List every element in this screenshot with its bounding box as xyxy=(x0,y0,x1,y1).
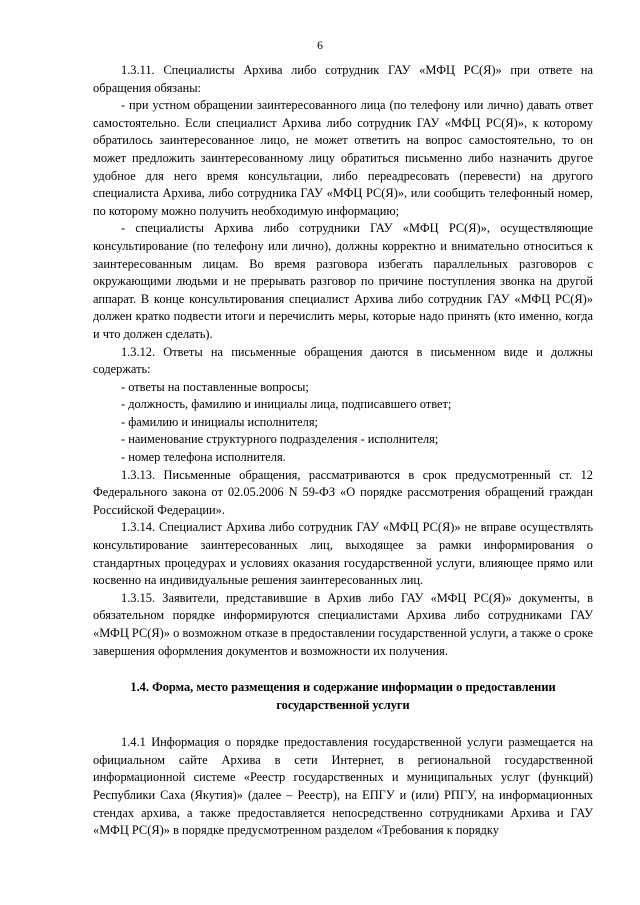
document-body xyxy=(93,62,593,840)
paragraph-1-3-12: 1.3.12. Ответы на письменные обращения даются в письменном виде и должны содержать: xyxy=(93,344,593,377)
section-heading: 1.4. Форма, место размещения и содержание информации о предоставлении государственной услуги xyxy=(130,680,556,713)
list-item: - наименование структурного подразделения - исполнителя; xyxy=(121,432,439,447)
list-item: - должность, фамилию и инициалы лица, подписавшего ответ; xyxy=(121,397,452,412)
paragraph-oral-request: - при устном обращении заинтересованного лица (по телефону или лично) давать ответ самостоятельно. Если специалист Архива либо сотрудник ГАУ «МФЦ РС(Я)», к которому обратилось заинтересованное лицо, не может ответить на вопрос самостоятельно, то он может предложить заинтересованному лицу обратиться письменно либо назначить другое удобное для него время консультации, либо переадресовать (перевести) на другого специалиста Архива, либо сотрудника ГАУ «МФЦ РС(Я)», или сообщить телефонный номер, по которому можно получить необходимую информацию; xyxy=(93,98,593,218)
paragraph-1-3-14: 1.3.14. Специалист Архива либо сотрудник ГАУ «МФЦ РС(Я)» не вправе осуществлять консультирование заинтересованных лиц, выходящее за рамки информирования о стандартных процедурах и условиях оказания государственной услуги, влияющее прямо или косвенно на индивидуальные решения заинтересованных лиц. xyxy=(93,520,593,588)
list-item: - фамилию и инициалы исполнителя; xyxy=(121,414,318,429)
paragraph-consulting: - специалисты Архива либо сотрудники ГАУ «МФЦ РС(Я)», осуществляющие консультирование (по телефону или лично), должны корректно и внимательно относиться к заинтересованным лицам. Во время разговора избегать параллельных разговоров с окружающими людьми и не прерывать разговор по причине поступления звонка на другой аппарат. В конце консультирования специалист Архива либо сотрудник ГАУ «МФЦ РС(Я)» должен кратко подвести итоги и перечислить меры, которые надо принять (кто именно, когда и что должен сделать). xyxy=(93,221,593,341)
paragraph-1-3-11: 1.3.11. Специалисты Архива либо сотрудник ГАУ «МФЦ РС(Я)» при ответе на обращения обязаны: xyxy=(93,63,593,95)
paragraph-1-3-13: 1.3.13. Письменные обращения, рассматриваются в срок предусмотренный ст. 12 Федерального закона от 02.05.2006 N 59-ФЗ «О порядке рассмотрения обращений граждан Российской Федерации». xyxy=(93,467,593,517)
paragraph-1-4-1: 1.4.1 Информация о порядке предоставления государственной услуги размещается на официальном сайте Архива в сети Интернет, в региональной государственной информационной системе «Реестр государственных и муниципальных услуг (функций) Республики Саха (Якутия)» (далее – Реестр), на ЕПГУ и (или) РПГУ, на информационных стендах архива, а также предоставляется непосредственно сотрудниками Архива и ГАУ «МФЦ РС(Я)» в порядке предусмотренном разделом «Требования к порядку xyxy=(93,735,593,838)
list-item: - номер телефона исполнителя. xyxy=(121,450,286,465)
list-item: - ответы на поставленные вопросы; xyxy=(121,379,309,394)
page-number: 6 xyxy=(317,40,323,52)
paragraph-1-3-15: 1.3.15. Заявители, представившие в Архив либо ГАУ «МФЦ РС(Я)» документы, в обязательном порядке информируются специалистами Архива либо сотрудниками ГАУ «МФЦ РС(Я)» о возможном отказе в предоставлении государственной услуги, а также о сроке завершения оформления документов и возможности их получения. xyxy=(93,590,593,658)
